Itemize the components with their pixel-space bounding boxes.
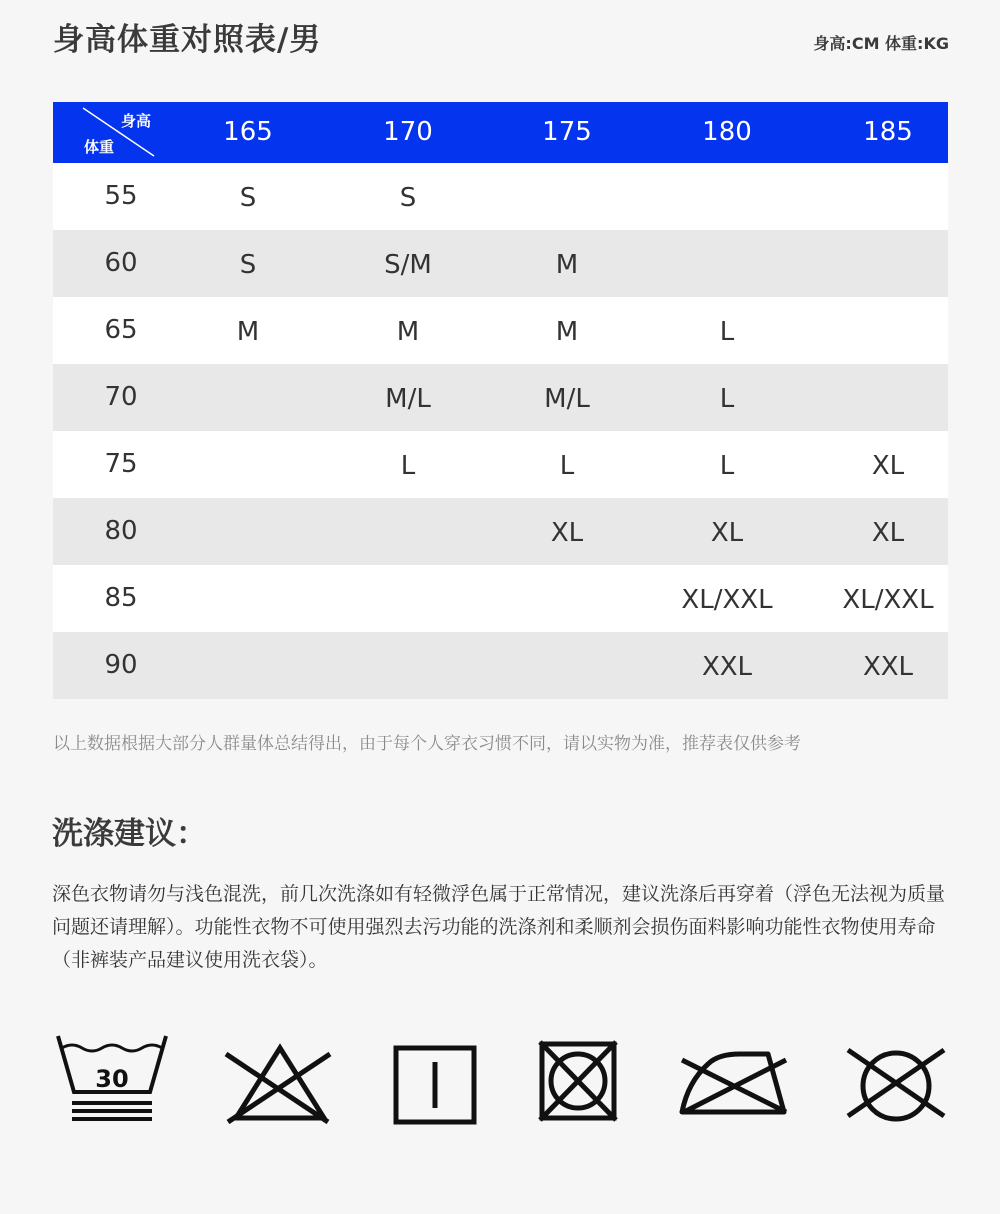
no-tumble-dry-icon [518,1030,638,1130]
size-cell [808,230,968,297]
size-cell [168,565,328,632]
size-cell [328,632,488,699]
size-cell: M/L [385,384,431,414]
size-cell: S/M [384,250,432,280]
size-cell: XL/XXL [842,585,934,615]
size-cell: XL [871,451,905,481]
size-table [53,102,948,699]
weight-cell: 60 [104,248,138,278]
no-dry-clean-icon [836,1030,956,1130]
size-cell: S [399,183,417,213]
table-row [53,431,948,498]
wash-30-icon [52,1030,172,1130]
table-row [53,364,948,431]
size-cell [487,565,647,632]
weight-cell: 65 [104,315,138,345]
size-cell [487,632,647,699]
size-cell [168,364,328,431]
size-cell: M/L [544,384,590,414]
page-title: 身高体重对照表/男 [53,22,322,58]
size-cell [168,498,328,565]
table-row [53,230,948,297]
size-cell: S [239,250,257,280]
weight-cell: 80 [104,516,138,546]
size-cell: XL [550,518,584,548]
size-cell: XXL [862,652,914,682]
size-cell [647,163,807,230]
table-row [53,498,948,565]
size-cell: M [236,317,260,347]
weight-cell: 75 [104,449,138,479]
table-row [53,297,948,364]
corner-weight-label: 体重 [84,138,115,156]
size-cell: M [396,317,420,347]
weight-cell: 70 [104,382,138,412]
size-cell [487,163,647,230]
weight-cell: 85 [104,583,138,613]
size-cell [168,431,328,498]
size-cell: S [239,183,257,213]
corner-cell [53,102,158,163]
size-cell [647,230,807,297]
size-cell: XL/XXL [681,585,773,615]
size-cell: XL [871,518,905,548]
unit-note: 身高:CM 体重:KG [813,34,949,53]
line-dry-icon [375,1030,495,1130]
header-height: 175 [542,117,592,147]
size-cell [808,297,968,364]
wash-title: 洗涤建议： [52,816,207,852]
size-cell: L [400,451,416,481]
size-cell [808,163,968,230]
weight-cell: 55 [104,181,138,211]
table-body [53,163,948,699]
size-cell [328,565,488,632]
header-height: 165 [223,117,273,147]
table-row [53,632,948,699]
disclaimer-note: 以上数据根据大部分人群量体总结得出，由于每个人穿衣习惯不同，请以实物为准，推荐表仅供参考 [53,734,801,754]
size-cell: L [719,384,735,414]
size-cell [168,632,328,699]
size-cell: XXL [701,652,753,682]
table-row [53,163,948,230]
table-row [53,565,948,632]
size-cell: L [719,451,735,481]
corner-height-label: 身高 [121,112,152,130]
size-cell: M [555,250,579,280]
header-height: 170 [383,117,433,147]
size-cell: XL [710,518,744,548]
header-height: 180 [702,117,752,147]
header-height: 185 [863,117,913,147]
wash-text: 深色衣物请勿与浅色混洗，前几次洗涤如有轻微浮色属于正常情况，建议洗涤后再穿着（浮色无法视为质量问题还请理解）。功能性衣物不可使用强烈去污功能的洗涤剂和柔顺剂会损伤面料影响功能性衣物使用寿命（非裤装产品建议使用洗衣袋）。 [52,883,946,971]
size-cell [808,364,968,431]
no-iron-icon [676,1030,796,1130]
no-bleach-icon [220,1030,340,1130]
size-cell: M [555,317,579,347]
weight-cell: 90 [104,650,138,680]
table-header [53,102,948,163]
size-cell [328,498,488,565]
wash-temp-label: 30 [95,1065,129,1093]
size-cell: L [559,451,575,481]
size-cell: L [719,317,735,347]
